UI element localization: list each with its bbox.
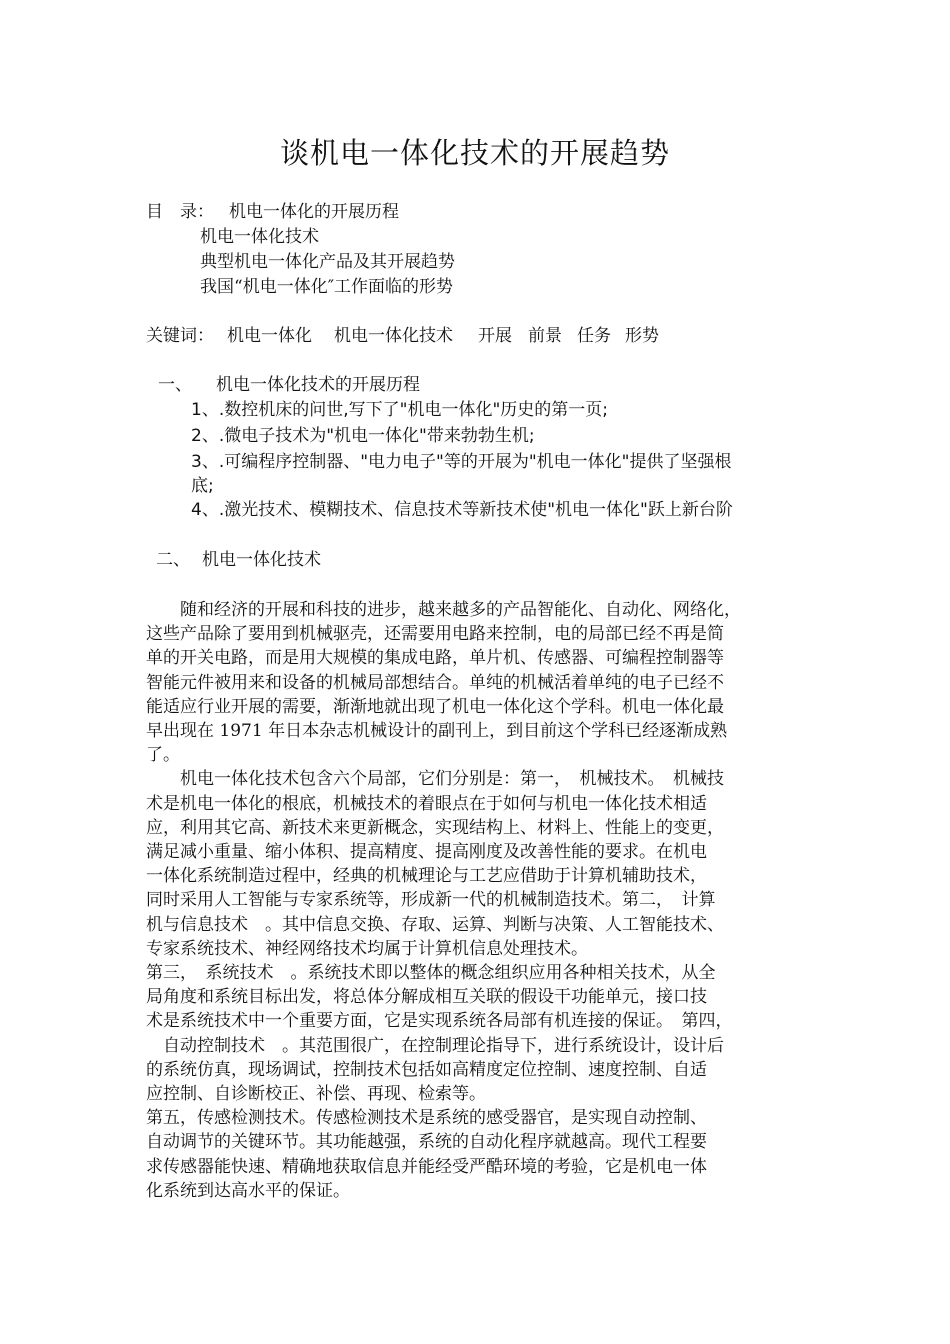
- toc-item: 典型机电一体化产品及其开展趋势: [200, 252, 455, 272]
- toc-item: 我国“机电一体化″工作面临的形势: [200, 277, 454, 297]
- text-line: 化系统到达高水平的保证。: [146, 1180, 350, 1201]
- toc-label: 目 录：: [146, 202, 214, 222]
- text-line: 智能元件被用来和设备的机械局部想结合。单纯的机械活着单纯的电子已经不: [146, 672, 724, 693]
- list-item: 3、.可编程序控制器、"电力电子"等的开展为"机电一体化"提供了坚强根: [191, 452, 732, 472]
- list-item: 1、.数控机床的问世,写下了"机电一体化"历史的第一页;: [191, 400, 608, 420]
- keywords-label: 关键词：: [146, 326, 214, 346]
- section-number: 一、: [158, 375, 192, 395]
- list-item: 4、.激光技术、模糊技术、信息技术等新技术使"机电一体化"跃上新台阶: [191, 500, 733, 520]
- text-line: 局角度和系统目标出发，将总体分解成相互关联的假设干功能单元，接口技: [146, 987, 707, 1008]
- document-title: 谈机电一体化技术的开展趋势: [279, 136, 670, 170]
- text-line: 满足减小重量、缩小体积、提高精度、提高刚度及改善性能的要求。在机电: [146, 842, 707, 863]
- text-line: 单的开关电路，而是用大规模的集成电路，单片机、传感器、可编程控制器等: [146, 648, 724, 669]
- text-line: 应控制、自诊断校正、补偿、再现、检索等。: [146, 1084, 486, 1105]
- list-item: 2、.微电子技术为"机电一体化"带来勃勃生机;: [191, 426, 535, 446]
- text-line: 一体化系统制造过程中，经典的机械理论与工艺应借助于计算机辅助技术，: [146, 866, 707, 887]
- list-item: 底;: [191, 476, 214, 496]
- text-line: 术是系统技术中一个重要方面，它是实现系统各局部有机连接的保证。 第四，: [146, 1011, 733, 1032]
- keyword: 形势: [625, 326, 659, 346]
- text-line: 能适应行业开展的需要，渐渐地就出现了机电一体化这个学科。机电一体化最: [146, 696, 724, 717]
- toc-item: 机电一体化技术: [200, 227, 319, 247]
- text-line: 术是机电一体化的根底，机械技术的着眼点在于如何与机电一体化技术相适: [146, 793, 707, 814]
- keyword: 机电一体化: [227, 326, 312, 346]
- keyword: 前景: [528, 326, 562, 346]
- text-line: 随和经济的开展和科技的进步，越来越多的产品智能化、自动化、网络化，: [146, 600, 741, 620]
- text-line: 机电一体化技术包含六个局部，它们分别是：第一， 机械技术。 机械技: [146, 769, 724, 790]
- text-line: 这些产品除了要用到机械驱壳，还需要用电路来控制，电的局部已经不再是简: [146, 624, 724, 645]
- text-line: 的系统仿真，现场调试，控制技术包括如高精度定位控制、速度控制、自适: [146, 1059, 707, 1080]
- text-line: 自动调节的关键环节。其功能越强，系统的自动化程序就越高。现代工程要: [146, 1132, 707, 1153]
- toc-item: 机电一体化的开展历程: [229, 202, 399, 222]
- text-line: 自动控制技术 。其范围很广，在控制理论指导下，进行系统设计，设计后: [146, 1035, 724, 1056]
- keyword: 任务: [577, 326, 611, 346]
- body-text: [146, 598, 816, 1203]
- keyword: 开展: [478, 326, 512, 346]
- text-line: 专家系统技术、神经网络技术均属于计算机信息处理技术。: [146, 938, 588, 959]
- text-line: 第三， 系统技术 。系统技术即以整体的概念组织应用各种相关技术，从全: [146, 963, 716, 984]
- text-line: 了。: [146, 745, 180, 766]
- text-line: 应，利用其它高、新技术来更新概念，实现结构上、材料上、性能上的变更，: [146, 817, 724, 838]
- text-line: 机与信息技术 。其中信息交换、存取、运算、判断与决策、人工智能技术、: [146, 914, 724, 935]
- text-line: 第五，传感检测技术。传感检测技术是系统的感受器官，是实现自动控制、: [146, 1108, 707, 1129]
- text-line: 同时采用人工智能与专家系统等，形成新一代的机械制造技术。第二， 计算: [146, 890, 716, 911]
- section-number: 二、: [156, 550, 190, 570]
- text-line: 求传感器能快速、精确地获取信息并能经受严酷环境的考验，它是机电一体: [146, 1156, 707, 1177]
- section-heading: 机电一体化技术的开展历程: [216, 375, 420, 395]
- keyword: 机电一体化技术: [334, 326, 453, 346]
- section-heading: 机电一体化技术: [202, 550, 321, 570]
- text-line: 早出现在 1971 年日本杂志机械设计的副刊上，到目前这个学科已经逐渐成熟: [146, 721, 728, 742]
